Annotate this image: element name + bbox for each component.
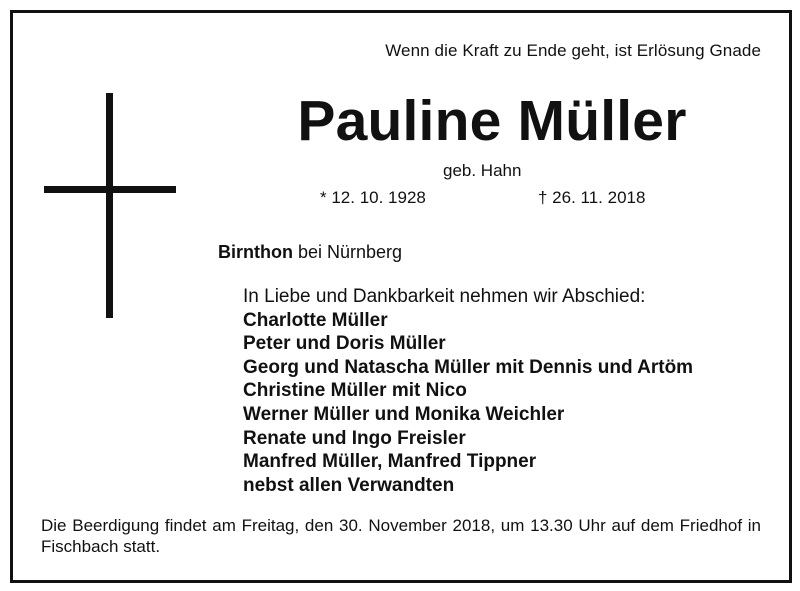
residence-town: Birnthon [218, 242, 293, 262]
obituary-notice [10, 10, 792, 583]
death-date: † 26. 11. 2018 [538, 188, 646, 207]
mourners-intro: In Liebe und Dankbarkeit nehmen wir Abschied: [243, 286, 646, 307]
birth-name: geb. Hahn [443, 161, 522, 180]
residence [218, 242, 402, 263]
birth-date: * 12. 10. 1928 [320, 188, 426, 207]
cross-icon [44, 93, 176, 318]
mourner-name: nebst allen Verwandten [243, 474, 455, 496]
mourner-name: Charlotte Müller [243, 309, 388, 331]
funeral-notice: Die Beerdigung findet am Freitag, den 30. November 2018, um 13.30 Uhr auf dem Friedhof in Fischbach statt. [41, 516, 761, 556]
motto: Wenn die Kraft zu Ende geht, ist Erlösung Gnade [385, 41, 761, 60]
mourner-name: Peter und Doris Müller [243, 333, 446, 355]
mourner-name: Manfred Müller, Manfred Tippner [243, 451, 537, 473]
mourner-name: Renate und Ingo Freisler [243, 427, 466, 449]
deceased-name: Pauline Müller [297, 89, 687, 153]
mourner-name: Christine Müller mit Nico [243, 380, 467, 402]
mourner-name: Werner Müller und Monika Weichler [243, 403, 565, 425]
residence-suffix: bei Nürnberg [298, 242, 403, 262]
mourners-list [243, 285, 693, 497]
mourner-name: Georg und Natascha Müller mit Dennis und Artöm [243, 356, 694, 378]
